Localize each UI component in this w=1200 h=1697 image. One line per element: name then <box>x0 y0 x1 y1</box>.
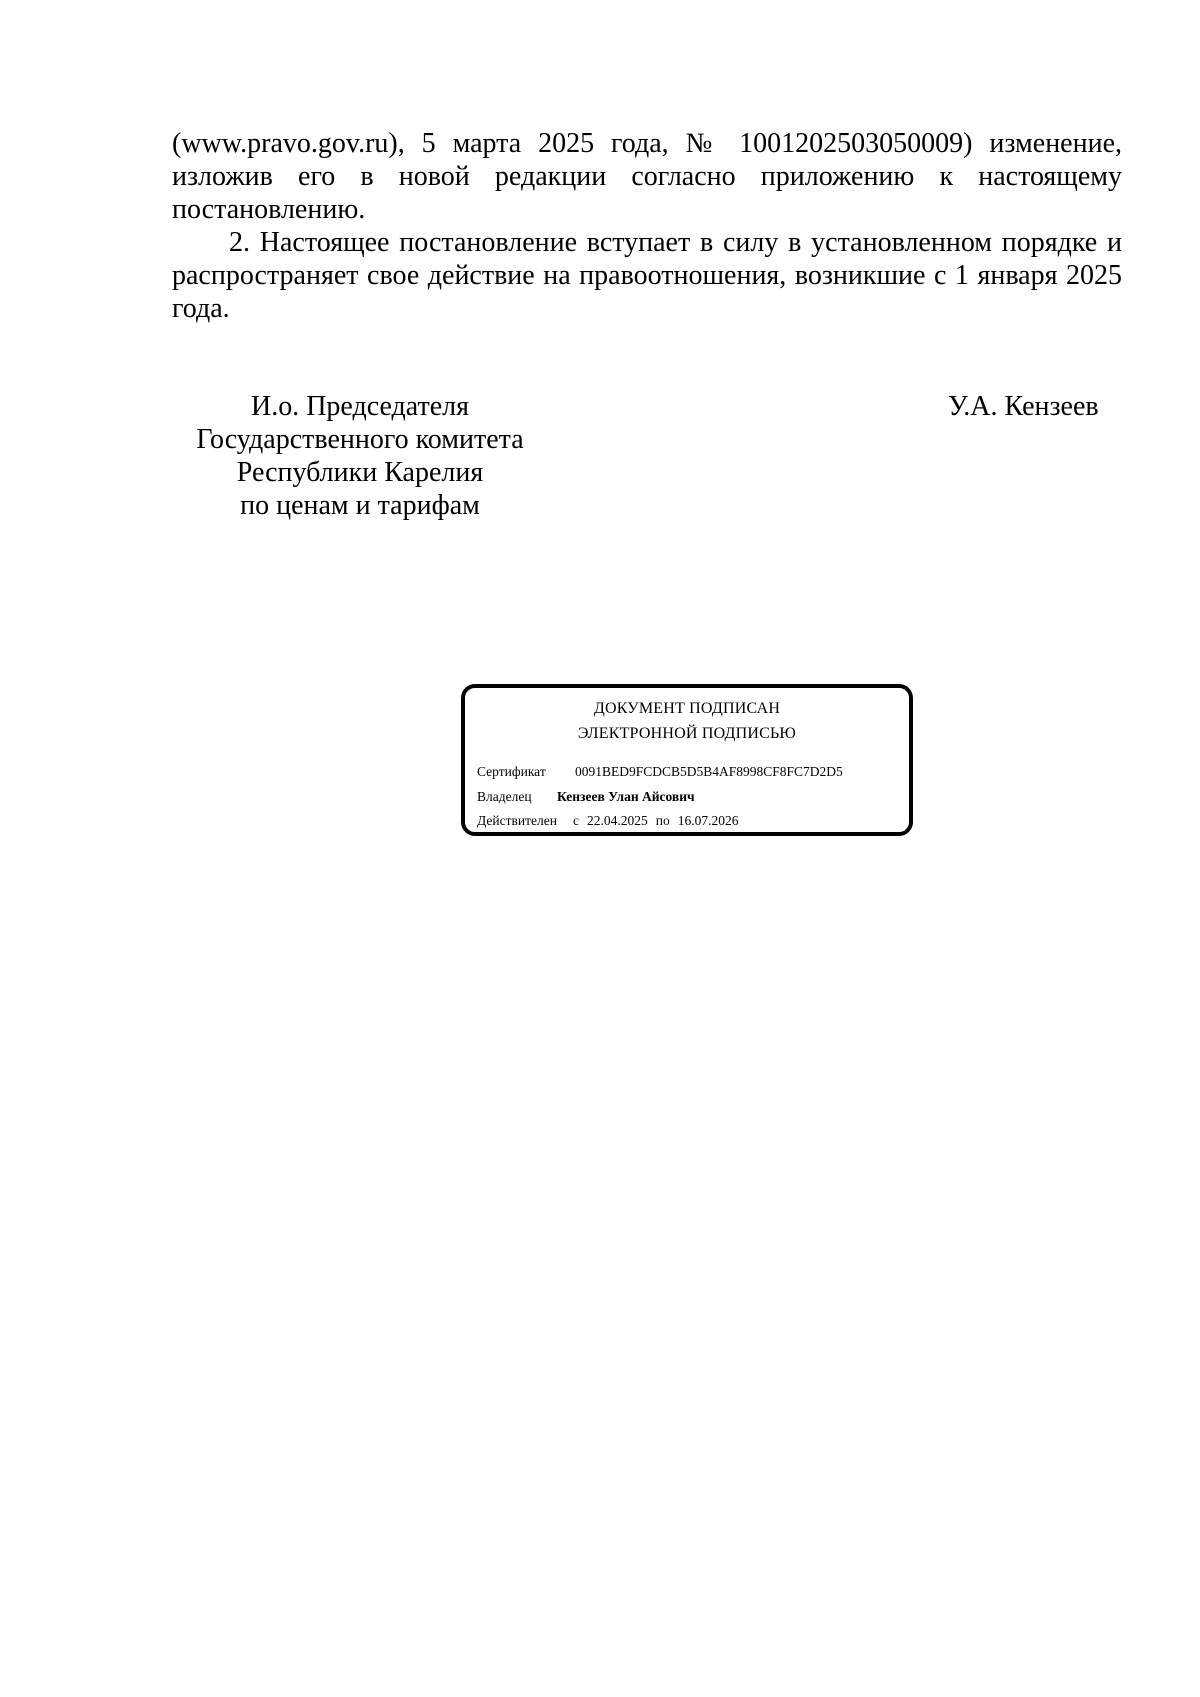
validity-label: Действителен <box>477 813 557 828</box>
signatory-name: У.А. Кензеев <box>948 391 1099 422</box>
certificate-label: Сертификат <box>477 764 546 779</box>
paragraph-2: 2. Настоящее постановление вступает в силу в установленном порядке и распространяет свое действие на правоотношения, возникшие с 1 января 2025 года. <box>172 227 1122 324</box>
paragraph-continuation: (www.pravo.gov.ru), 5 марта 2025 года, № 1001202503050009) изменение, изложив его в новой редакции согласно приложению к настоящему постановлению. <box>172 128 1122 225</box>
stamp-header-line: ЭЛЕКТРОННОЙ ПОДПИСЬЮ <box>577 725 797 742</box>
electronic-signature-stamp <box>461 684 913 836</box>
position-line: по ценам и тарифам <box>240 490 480 521</box>
valid-from-date: 22.04.2025 <box>587 813 648 828</box>
stamp-header-line: ДОКУМЕНТ ПОДПИСАН <box>593 700 781 717</box>
position-line: Республики Карелия <box>236 457 484 488</box>
owner-label: Владелец <box>477 789 532 804</box>
stamp-owner-row <box>477 789 695 805</box>
certificate-value: 0091BED9FCDCB5D5B4AF8998CF8FC7D2D5 <box>575 764 843 779</box>
valid-from-prefix: с <box>573 813 579 828</box>
stamp-header <box>465 696 909 746</box>
stamp-certificate-row <box>477 764 843 780</box>
valid-to-prefix: по <box>655 813 670 828</box>
valid-to-date: 16.07.2026 <box>677 813 739 828</box>
document-body <box>172 127 1122 325</box>
signatory-position <box>160 390 560 522</box>
stamp-validity-row <box>477 813 738 829</box>
position-line: Государственного комитета <box>196 424 524 455</box>
owner-value: Кензеев Улан Айсович <box>557 789 695 804</box>
position-line: И.о. Председателя <box>250 391 470 422</box>
